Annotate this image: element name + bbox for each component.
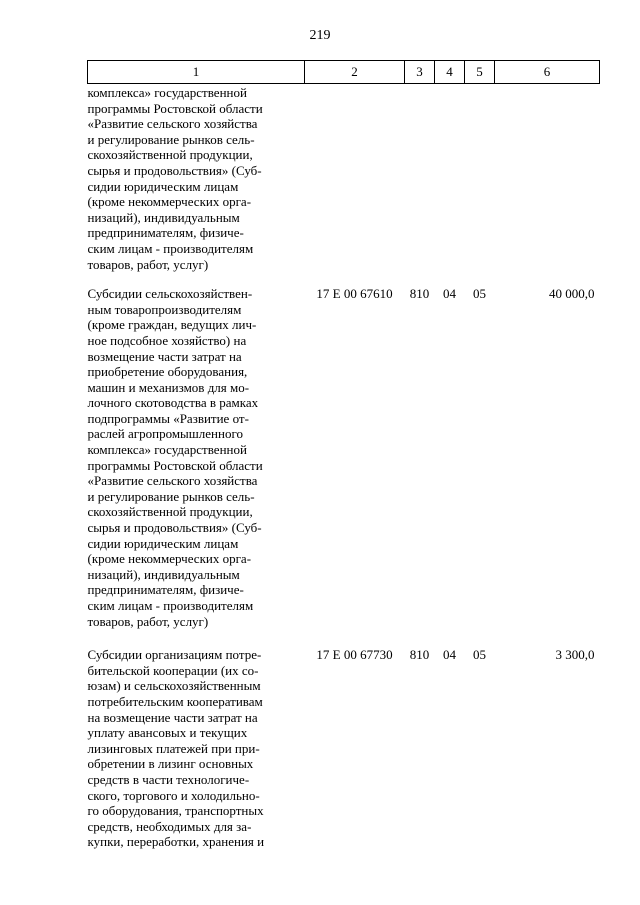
row-amount: 3 300,0 (555, 647, 595, 663)
row-subsection: 05 (473, 647, 486, 663)
description-line: бительской кооперации (их со- (87, 662, 259, 678)
description-line: го оборудования, транспортных (87, 803, 264, 819)
row-section: 04 (443, 286, 456, 302)
description-line: Субсидии организациям потре- (87, 647, 262, 663)
column-header-2: 2 (305, 61, 405, 84)
description-line: (кроме некоммерческих орга- (87, 551, 252, 567)
description-line: ским лицам - производителям (87, 598, 254, 613)
description-line: и регулирование рынков сель- (87, 131, 255, 147)
row-code (305, 84, 405, 273)
description-line: сырья и продовольствия» (Суб- (87, 520, 262, 536)
description-line: подпрограммы «Развитие от- (87, 410, 249, 426)
description-line: скохозяйственной продукции, (87, 504, 253, 520)
table-row (88, 272, 600, 629)
row-description (88, 272, 305, 629)
column-header-5: 5 (465, 61, 495, 84)
description-line: низаций), индивидуальным (87, 209, 240, 225)
description-line: лочного скотоводства в рамках (87, 395, 259, 411)
description-line: сидии юридическим лицам (87, 535, 239, 551)
row-description (88, 84, 305, 273)
row-expense-type (405, 84, 435, 273)
description-line: на возмещение части затрат на (87, 709, 258, 725)
page-number: 219 (309, 28, 331, 43)
column-header-1: 1 (88, 61, 305, 84)
description-line: товаров, работ, услуг) (87, 613, 209, 629)
description-line: машин и механизмов для мо- (87, 379, 250, 395)
row-subsection (465, 84, 495, 273)
table-row (88, 629, 600, 850)
description-line: купки, переработки, хранения и (87, 834, 265, 850)
table-header-row (88, 61, 600, 84)
row-subsection: 05 (473, 286, 486, 302)
description-line: «Развитие сельского хозяйства (87, 473, 258, 489)
row-section (435, 84, 465, 273)
description-line: лизинговых платежей при при- (87, 740, 260, 756)
description-line: программы Ростовской области (87, 457, 263, 473)
description-line: раслей агропромышленного (87, 426, 243, 442)
description-line: ное подсобное хозяйство) на (87, 332, 247, 348)
description-line: (кроме граждан, ведущих лич- (87, 317, 257, 333)
row-code: 17 Е 00 67610 (316, 286, 393, 302)
description-line: приобретение оборудования, (87, 364, 248, 380)
row-amount: 40 000,0 (549, 286, 595, 302)
column-header-6: 6 (495, 61, 600, 84)
column-header-3: 3 (405, 61, 435, 84)
description-line: возмещение части затрат на (87, 348, 242, 364)
row-amount (495, 84, 600, 273)
row-expense-type: 810 (409, 286, 430, 302)
description-line: средств в части технологиче- (87, 771, 250, 787)
table-row (88, 84, 600, 273)
description-line: комплекса» государственной (87, 85, 247, 100)
description-line: юзам) и сельскохозяйственным (87, 678, 261, 694)
description-line: сидии юридическим лицам (87, 178, 239, 194)
description-line: сырья и продовольствия» (Суб- (87, 162, 262, 178)
description-line: ским лицам - производителям (87, 240, 254, 256)
description-line: «Развитие сельского хозяйства (87, 116, 258, 132)
budget-table (87, 60, 600, 850)
description-line: ского, торгового и холодильно- (87, 787, 260, 803)
row-section: 04 (443, 647, 456, 663)
description-line: средств, необходимых для за- (87, 818, 252, 834)
description-line: товаров, работ, услуг) (87, 256, 209, 272)
description-line: ным товаропроизводителям (87, 301, 242, 317)
column-header-4: 4 (435, 61, 465, 84)
description-line: предпринимателям, физиче- (87, 582, 244, 598)
description-line: комплекса» государственной (87, 442, 247, 458)
description-line: потребительским кооперативам (87, 693, 263, 709)
description-line: предпринимателям, физиче- (87, 225, 244, 241)
description-line: и регулирование рынков сель- (87, 488, 255, 504)
description-line: программы Ростовской области (87, 100, 263, 116)
row-code: 17 Е 00 67730 (316, 647, 393, 663)
description-line: уплату авансовых и текущих (87, 725, 248, 741)
row-description (88, 629, 305, 850)
description-line: скохозяйственной продукции, (87, 147, 253, 163)
description-line: обретении в лизинг основных (87, 756, 254, 772)
description-line: (кроме некоммерческих орга- (87, 194, 252, 210)
row-expense-type: 810 (409, 647, 430, 663)
description-line: Субсидии сельскохозяйствен- (87, 286, 253, 302)
description-line: низаций), индивидуальным (87, 566, 240, 582)
